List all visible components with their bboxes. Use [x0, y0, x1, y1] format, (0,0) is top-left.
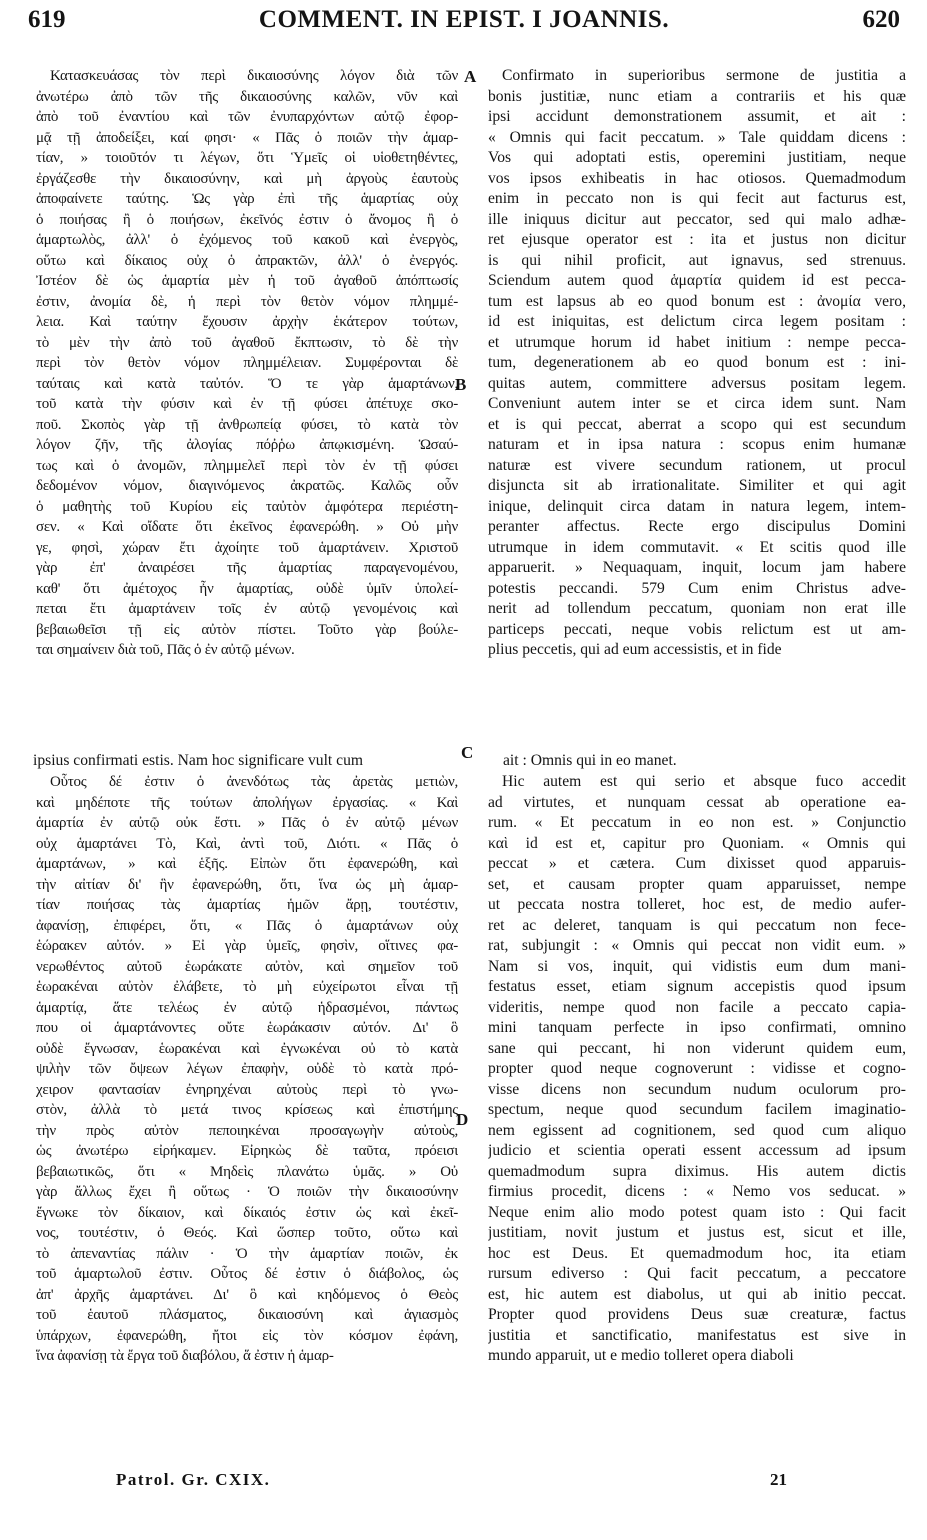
page-footer: [0, 1470, 927, 1494]
text-line: γὰρ ἐπ' ἀναιρέσει τῆς ἁμαρτίας παραγενομένου,: [36, 560, 458, 576]
text-line: is qui nihil proficit, aut ignavus, sed strenuus.: [488, 251, 906, 269]
text-line: ἐστιν, ἀνομία δὲ, ἡ περὶ τὸν θετὸν νόμον πλημμέ-: [36, 293, 458, 310]
footer-signature: Patrol. Gr. CXIX.: [116, 1470, 271, 1489]
text-line: δεδομένον νόμον, διαγινόμενος ἀκρατῶς. Καλῶς οὖν: [36, 478, 458, 494]
text-line: potestis peccandi. 579 Cum enim Christus adve-: [488, 579, 906, 597]
text-line: ἵνα ἀφανίσῃ τὰ ἔργα τοῦ διαβόλου, ἅ ἐστιν ἡ ἁμαρ-: [36, 1348, 334, 1364]
text-line: propter quod neque cognoverunt : vidisse et cogno-: [488, 1060, 906, 1077]
text-line: enim in peccato non is qui fecit aut facturus est,: [488, 190, 906, 207]
text-line: ψιλὴν τῶν ὄψεων λέγων ἐπαφὴν, οὐδὲ τὸ κατὰ πρό-: [36, 1061, 458, 1077]
text-line: plius peccetis, qui ad eum accessistis, et in fide: [488, 641, 782, 658]
text-line: οὕτω καὶ δίκαιος οὐχ ὁ ἀπρακτῶν, ἀλλ' ὁ ἐνεργός.: [36, 252, 458, 269]
text-line: περὶ τὸν θετὸν νόμον πλημμέλειαν. Συμφέρονται δὲ: [36, 355, 458, 371]
text-line: Κατασκευάσας τὸν περὶ δικαιοσύνης λόγον διὰ τῶν: [50, 68, 458, 84]
text-line: Vos qui adoptati estis, operemini justitiam, neque: [488, 149, 906, 166]
text-line: νος, τουτέστιν, ὁ Θεός. Καὶ ὥσπερ τοῦτο, οὕτω καὶ: [36, 1225, 458, 1241]
text-line: ἁμαρτίᾳ, ἅτε τελέως ἐν αὐτῷ ἡδρασμένοι, πάντως: [36, 999, 458, 1016]
text-line: νερωθέντος αὐτοῦ ἑωράκατε αὐτὸν, καὶ σημεῖον τοῦ: [36, 958, 458, 975]
margin-letter-a: A: [464, 67, 477, 86]
text-line: et is qui peccat, aberrat a scopo qui est secundum: [488, 415, 906, 433]
text-line: γὰρ ἄλλως ἔχει ἢ οὕτως · Ὁ ποιῶν τὴν δικαιοσύνην: [36, 1184, 458, 1200]
text-line: ὡς ἀνωτέρω εἰρήκαμεν. Εἰρηκὼς δὲ ταῦτα, πρόεισι: [36, 1143, 458, 1159]
text-line: πεται ἔτι ἁμαρτάνειν τοῖς ἐν αὐτῷ γενομένοις καὶ: [36, 601, 458, 617]
text-line: καὶ id est et, capitur pro Quoniam. « Omnis qui: [488, 834, 906, 852]
text-line: inique, delinquit circa datam in natura legem, intem-: [488, 497, 906, 515]
latin-column-top: [488, 66, 906, 661]
margin-letter-b: B: [455, 375, 467, 394]
text-line: hoc est Deus. Et quemadmodum hoc, ita etiam: [488, 1244, 906, 1262]
text-line: γε, φησὶ, χώραν ἔτι ἀχοίητε τοῦ ἁμαρτάνειν. Χριστοῦ: [36, 539, 458, 556]
text-line: ret ejusque operator est : ita et justus non dicitur: [488, 231, 906, 248]
text-line: id est iniquitas, est delictum circa legem positam :: [488, 313, 906, 330]
text-line: Οὗτος δέ ἐστιν ὁ ἀνενδότως τὰς ἀρετὰς μετιὼν,: [50, 774, 458, 790]
text-line: justitiam, novit justum et justus est, sicut et ille,: [488, 1224, 906, 1241]
text-line: rursum ediverso : Qui facit peccatum, a peccatore: [488, 1265, 906, 1282]
text-line: τοῦ ἁμαρτωλοῦ ἐστιν. Οὗτος δέ ἐστιν ὁ διάβολος, ὡς: [36, 1266, 458, 1282]
text-line: disjuncta sit ab irrationalitate. Similiter et qui agit: [488, 477, 906, 494]
text-line: mundo apparuit, ut e medio tolleret opera diaboli: [488, 1347, 794, 1364]
text-line: μᾷ τῇ ἀποδείξει, καί φησι· « Πᾶς ὁ ποιῶν τὴν ἁμαρ-: [36, 129, 458, 146]
text-line: set, et causam propter quam apparuisset, nempe: [488, 875, 906, 893]
full-line-left: ipsius confirmati estis. Nam hoc significare vult cum: [33, 752, 363, 769]
text-line: βεβαιωθεῖσι τῇ εἰς αὐτὸν πίστει. Τοῦτο γὰρ βούλε-: [36, 621, 458, 638]
text-line: peccat » et cætera. Cum dixisset quod apparuis-: [488, 855, 906, 872]
text-line: βεβαιωτικῶς, ὅτι « Μηδεὶς πλανάτω ὑμᾶς. » Οὐ: [36, 1163, 458, 1180]
text-line: apparuerit. » Nequaquam, inquit, locum jam habere: [488, 559, 906, 576]
text-line: justitia et sanctificatio, manifestatus est sive in: [488, 1326, 906, 1344]
text-line: οὐδὲ ἔγνωσαν, ἑωρακέναι καὶ ἐγνωκέναι οὐ τὸ κατὰ: [36, 1040, 458, 1057]
text-line: quitas autem, committere adversus positam legem.: [488, 374, 906, 392]
latin-column-bottom: [488, 772, 906, 1367]
text-line: Neque enim alio modo potest quam isto : Qui facit: [488, 1203, 906, 1221]
text-line: ret ac deleret, tanquam is qui peccatum non fece-: [488, 916, 906, 934]
text-line: λεια. Καὶ ταύτην ἔχουσιν ἀρχὴν ἑκάτερον τούτων,: [36, 314, 458, 330]
text-line: particeps peccati, neque vobis relictum est ut am-: [488, 620, 906, 638]
text-line: Sciendum autem quod ἁμαρτία quidem id est pecca-: [488, 272, 906, 289]
text-line: videritis, nempe quod non facile a peccato capia-: [488, 998, 906, 1016]
text-line: sane qui peccant, hi non viderunt quidem eum,: [488, 1039, 906, 1057]
text-line: τοῦ ἑαυτοῦ πλάσματος, δικαιοσύνη καὶ ἁγιασμὸς: [36, 1307, 458, 1323]
text-line: quemadmodum supra diximus. His autem dictis: [488, 1162, 906, 1180]
text-line: ἀποφαίνετε ταύτης. Ὡς γὰρ ἐπὶ τῆς ἁμαρτίας οὐχ: [36, 191, 458, 207]
text-line: ἁμαρτία ἐν αὐτῷ οὐκ ἔστι. » Πᾶς ὁ ἐν αὐτῷ μένων: [36, 815, 458, 831]
footer-sheet-number: 21: [770, 1470, 787, 1489]
text-line: ἀπὸ τοῦ ἐναντίου καὶ τῶν ἐνυπαρχόντων αὐτῷ ἐφορ-: [36, 109, 458, 125]
page-title: COMMENT. IN EPIST. I JOANNIS.: [258, 6, 670, 33]
text-line: που οἱ ἁμαρτάνοντες οὔτε ἑωράκασιν αὐτόν. Δι' ὃ: [36, 1020, 458, 1036]
text-line: οὐχ ἁμαρτάνει Τὸ, Καὶ, ἀντὶ τοῦ, Διότι. « Πᾶς ὁ: [36, 835, 458, 852]
text-line: ἀπ' ἀρχῆς ἁμαρτάνει. Δι' ὃ καὶ κηδόμενος ὁ Θεὸς: [36, 1286, 458, 1303]
text-line: festatus esset, etiam signum accepistis quod ipsum: [488, 978, 906, 995]
text-line: σεν. « Καὶ οἴδατε ὅτι ἐκεῖνος ἐφανερώθη. » Οὐ μὴν: [36, 519, 458, 535]
page-number-left: 619: [28, 6, 66, 33]
text-line: ἀφανίσῃ, ἐπιφέρει, ὅτι, « Πᾶς ὁ ἁμαρτάνων οὐχ: [36, 917, 458, 934]
greek-column-bottom: [36, 772, 458, 1367]
text-line: judicio et scientia operati essent accessum ad ipsum: [488, 1142, 906, 1159]
text-line: ὁ μαθητὴς τοῦ Κυρίου εἰς ταὐτὸν ἀμφότερα περιέστη-: [36, 498, 458, 515]
text-line: στὸν, ἀλλὰ τὸ μετά τινος κρίσεως καὶ ἐπιστήμης: [36, 1102, 458, 1118]
page-number-right: 620: [862, 6, 900, 33]
text-line: peranter affectus. Recte ergo discipulus Domini: [488, 518, 906, 535]
text-line: ἔγνωκε τὸν δίκαιον, καὶ δίκαιός ἐστιν ὡς καὶ ἐκεῖ-: [36, 1204, 458, 1221]
text-line: Conveniunt autem inter se et circa idem sunt. Nam: [488, 395, 906, 412]
text-line: naturam et in ipsa natura : scopus enim humanæ: [488, 436, 906, 453]
text-line: ταύταις καὶ κατὰ ταὐτόν. Ὅ τε γὰρ ἁμαρτάνων,: [36, 375, 458, 392]
margin-letter-c: C: [461, 743, 474, 762]
text-line: ad virtutes, et nunquam cessat ab operatione ea-: [488, 793, 906, 811]
text-line: firmius procedit, dicens : « Nemo vos seducat. »: [488, 1183, 906, 1200]
text-line: vos ipsos exhibeatis in hac otiosos. Quemadmodum: [488, 169, 906, 187]
text-line: naturæ est vivere secundum rationem, ut procul: [488, 456, 906, 474]
text-line: ὑπάρχων, ἐφανερώθη, ἤτοι εἰς τὸν κόσμον ἐφάνη,: [36, 1327, 458, 1344]
text-line: spectum, neque quod secundum facilem imaginatio-: [488, 1101, 906, 1118]
text-line: « Omnis qui facit peccatum. » Tale quiddam dicens :: [488, 128, 906, 146]
text-line: τως καὶ ὁ ἀνομῶν, πλημμελεῖ περὶ τὸν ἐν τῇ φύσει: [36, 457, 458, 474]
greek-column-top: [36, 66, 458, 661]
text-line: et utrumque horum id habet initium : nempe pecca-: [488, 333, 906, 351]
text-line: ἁμαρτάνων, » καὶ ἑξῆς. Εἰπὼν ὅτι ἐφανερώθη, καὶ: [36, 856, 458, 872]
text-line: ἑωρακέναι αὐτὸν ἐλάβετε, τὸ μὴ εὐχείρωτοι εἶναι τῇ: [36, 979, 458, 995]
margin-letter-d: D: [456, 1110, 469, 1129]
running-head: [28, 6, 900, 46]
text-line: τοῦ κατὰ τὴν φύσιν καὶ ἐν τῇ φύσει ἀπέτυχε σκο-: [36, 396, 458, 412]
text-line: ἐργάζεσθε τὴν δικαιοσύνην, καὶ μὴ ἀργοὺς ἑαυτοὺς: [36, 170, 458, 187]
text-line: nem egissent ad cognitionem, sed quod cum aliquo: [488, 1121, 906, 1139]
text-line: καθ' ὅτι ἀμέτοχος ἦν ἁμαρτίας, οὐδὲ ὑμῖν ὑπολεί-: [36, 580, 458, 597]
text-line: mini tanquam perfecte in ipso confirmati, omnino: [488, 1019, 906, 1036]
text-line: ille iniquus dicitur aut peccator, sed qui malo adhæ-: [488, 210, 906, 228]
text-line: rat, subjungit : « Omnis qui peccat non vidit eum. »: [488, 937, 906, 954]
text-line: rum. « Et peccatum in eo non est. » Conjunctio: [488, 814, 906, 831]
text-line: bonis justitiæ, nunc etiam a contrariis et his quæ: [488, 87, 906, 105]
text-line: τὴν πρὸς αὐτὸν πεποιηκέναι προσαγωγὴν αὐτοὺς,: [36, 1122, 458, 1139]
text-line: ipsi accidunt demonstrationem assumit, et ait :: [488, 108, 906, 125]
text-line: τίαν ποιήσας τὰς ἁμαρτίας ἡμῶν ἄρῃ, τουτέστιν,: [36, 897, 458, 913]
text-line: Confirmato in superioribus sermone de justitia a: [502, 67, 906, 84]
text-line: ἁμαρτωλὸς, ἀλλ' ὁ ἐχόμενος τοῦ κακοῦ καὶ ἐνεργὸς,: [36, 232, 458, 248]
text-line: Propter quod providens Deus suæ creaturæ, factus: [488, 1306, 906, 1323]
text-line: ut peccata nostra tolleret, hoc est, de medio aufer-: [488, 896, 906, 913]
text-line: utrumque in idem commutavit. « Et scitis quod ille: [488, 538, 906, 556]
full-line-right: ait : Omnis qui in eo manet.: [503, 752, 677, 769]
text-line: nerit ad tollendum peccatum, quoniam non erat ille: [488, 600, 906, 617]
text-line: tum, degenerationem ab eo quod bonum est : ini-: [488, 354, 906, 371]
text-line: Ἰστέον δὲ ὡς ἁμαρτία μὲν ἡ τοῦ ἀγαθοῦ ἀπόπτωσίς: [36, 273, 458, 289]
text-line: τίαν, » τοιοῦτόν τι λέγων, ὅτι Ὑμεῖς οἱ υἱοθετηθέντες,: [36, 150, 458, 166]
text-line: ἑώρακεν αὐτόν. » Εἰ γὰρ ὑμεῖς, φησὶν, οἵτινες φα-: [36, 938, 458, 954]
text-line: τὸ μὲν τὴν ἀπὸ τοῦ ἀγαθοῦ ἔκπτωσιν, τὸ δὲ τὴν: [36, 334, 458, 351]
text-line: ἀνωτέρω ἀπὸ τῶν τῆς δικαιοσύνης καλῶν, νῦν καὶ: [36, 88, 458, 105]
text-line: ται σημαίνειν διὰ τοῦ, Πᾶς ὁ ἐν αὐτῷ μένων.: [36, 642, 295, 658]
text-line: καὶ μηδέποτε τῆς τούτων ἀπολήγων ἐργασίας. « Καὶ: [36, 794, 458, 811]
text-line: est, hic autem est diabolus, ut qui ab initio peccat.: [488, 1285, 906, 1303]
text-line: τὸ ἀπεναντίας πάλιν · Ὁ τὴν ἁμαρτίαν ποιῶν, ἐκ: [36, 1245, 458, 1262]
text-line: χειρον φαντασίαν ἐνηρηχέναι αὐτοὺς περὶ τὸ γνω-: [36, 1081, 458, 1098]
text-line: ὁ ποιήσας ἢ ὁ ποιήσων, ἐκεῖνός ἐστιν ὁ ἄνομος ἢ ὁ: [36, 211, 458, 228]
text-line: Nam si vos, inquit, qui vidistis eum dum mani-: [488, 957, 906, 975]
text-line: visse dicens non secundum nudum oculorum pro-: [488, 1080, 906, 1098]
text-line: λόγον ζῆν, τῆς ἀλογίας πόῤῥω ἀπῳκισμένη. Ὡσαύ-: [36, 437, 458, 453]
text-line: tum est lapsus ab eo quod bonum est : ἀνομία vero,: [488, 292, 906, 310]
text-line: ποῦ. Σκοπὸς γὰρ τῇ ἀνθρωπείᾳ φύσει, τὸ κατὰ τὸν: [36, 416, 458, 433]
text-line: Hic autem est qui serio et absque fuco accedit: [502, 773, 906, 790]
text-line: τὴν αἰτίαν δι' ἣν ἐφανερώθη, ὅτι, ἵνα ὡς μὴ ἁμαρ-: [36, 876, 458, 893]
